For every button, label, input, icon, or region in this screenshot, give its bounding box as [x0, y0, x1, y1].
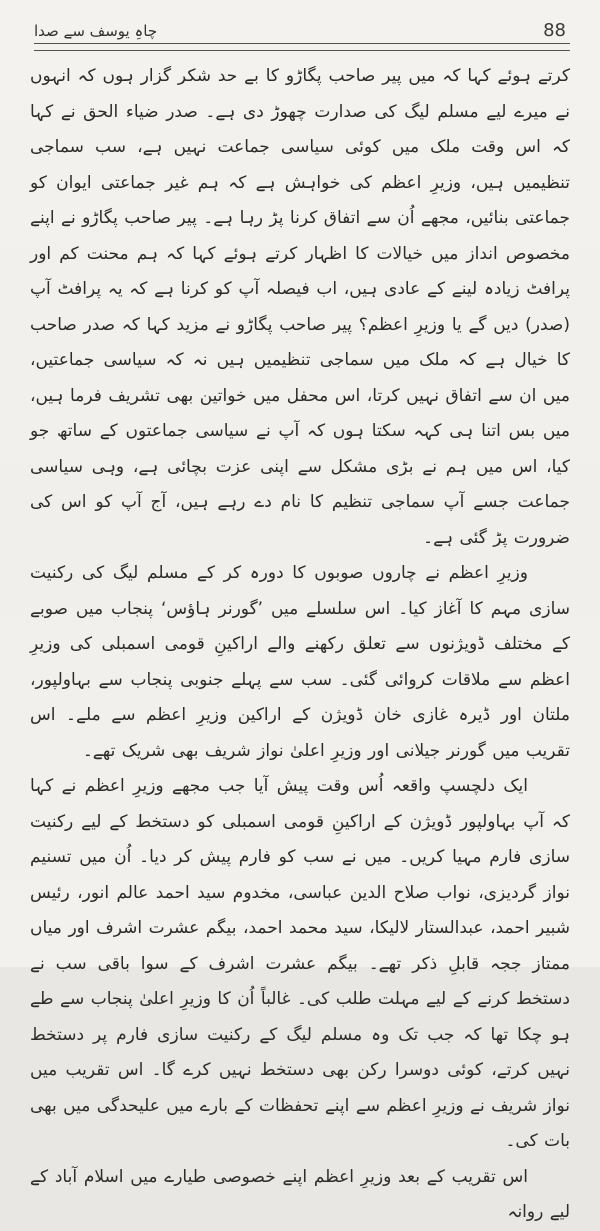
book-title: چاہِ یوسف سے صدا	[34, 22, 158, 40]
page-number: 88	[543, 20, 566, 41]
body-paragraph: اس تقریب کے بعد وزیرِ اعظم اپنے خصوصی طیارے میں اسلام آباد کے لیے روانہ	[30, 1166, 570, 1222]
body-text	[0, 51, 600, 1231]
page-header	[0, 0, 600, 43]
header-divider	[34, 43, 570, 51]
body-paragraph: کرتے ہوئے کہا کہ میں پیر صاحب پگاڑو کا بے حد شکر گزار ہوں کہ انہوں نے میرے لیے مسلم لیگ کی صدارت چھوڑ دی ہے۔ صدر ضیاء الحق نے کہا کہ اس وقت ملک میں کوئی سیاسی جماعت نہیں ہے، سب سماجی تنظیمیں ہیں، وزیرِ اعظم کی خواہش ہے کہ ہم غیر جماعتی ایوان کو جماعتی بنائیں، مجھے اُن سے اتفاق کرنا پڑ رہا ہے۔ پیر صاحب پگاڑو نے اپنے مخصوص انداز میں خیالات کا اظہار کرتے ہوئے کہا کہ ہم محنت کم اور پرافٹ زیادہ لینے کے عادی ہیں، اب فیصلہ آپ کو کرنا ہے کہ یہ پرافٹ آپ (صدر) دیں گے یا وزیرِ اعظم؟ پیر صاحب پگاڑو نے مزید کہا کہ صدر صاحب کا خیال ہے کہ ملک میں سماجی تنظیمیں ہیں نہ کہ سیاسی جماعتیں، میں ان سے اتفاق نہیں کرتا، اس محفل میں خواتین بھی تشریف فرما ہیں، میں بس اتنا ہی کہہ سکتا ہوں کہ آپ نے سیاسی جماعتوں کے ساتھ جو کیا، اس میں ہم نے بڑی مشکل سے اپنی عزت بچائی ہے، وہی سیاسی جماعت جسے آپ سماجی تنظیم کا نام دے رہے ہیں، آج آپ کو اس کی ضرورت پڑ گئی ہے۔	[30, 66, 570, 548]
body-paragraph: وزیرِ اعظم نے چاروں صوبوں کا دورہ کر کے مسلم لیگ کی رکنیت سازی مہم کا آغاز کیا۔ اس سلسلے میں ’گورنر ہاؤس‘ پنجاب میں صوبے کے مختلف ڈویژنوں سے تعلق رکھنے والے اراکینِ قومی اسمبلی کی وزیرِ اعظم سے ملاقات کروائی گئی۔ سب سے پہلے جنوبی پنجاب سے بہاولپور، ملتان اور ڈیرہ غازی خان ڈویژن کے اراکین وزیرِ اعظم سے ملے۔ اس تقریب میں گورنر جیلانی اور وزیرِ اعلیٰ نواز شریف بھی شریک تھے۔	[30, 563, 570, 761]
body-paragraph: ایک دلچسپ واقعہ اُس وقت پیش آیا جب مجھے وزیرِ اعظم نے کہا کہ آپ بہاولپور ڈویژن کے اراکینِ قومی اسمبلی کو دستخط کے لیے رکنیت سازی فارم مہیا کریں۔ میں نے سب کو فارم پیش کر دیا۔ اُن میں تسنیم نواز گردیزی، نواب صلاح الدین عباسی، مخدوم سید احمد عالم انور، رئیس شبیر احمد، عبدالستار لالیکا، سید محمد احمد، بیگم عشرت اشرف اور میاں ممتاز ججہ قابلِ ذکر تھے۔ بیگم عشرت اشرف کے سوا باقی سب نے دستخط کرنے کے لیے مہلت طلب کی۔ غالباً اُن کا وزیرِ اعلیٰ پنجاب سے طے ہو چکا تھا کہ جب تک وہ مسلم لیگ کے رکنیت سازی فارم پر دستخط نہیں کرتے، کوئی دوسرا رکن بھی دستخط نہیں کرے گا۔ اس تقریب میں نواز شریف نے وزیرِ اعظم سے اپنے تحفظات کے بارے میں علیحدگی میں بھی بات کی۔	[30, 776, 570, 1151]
